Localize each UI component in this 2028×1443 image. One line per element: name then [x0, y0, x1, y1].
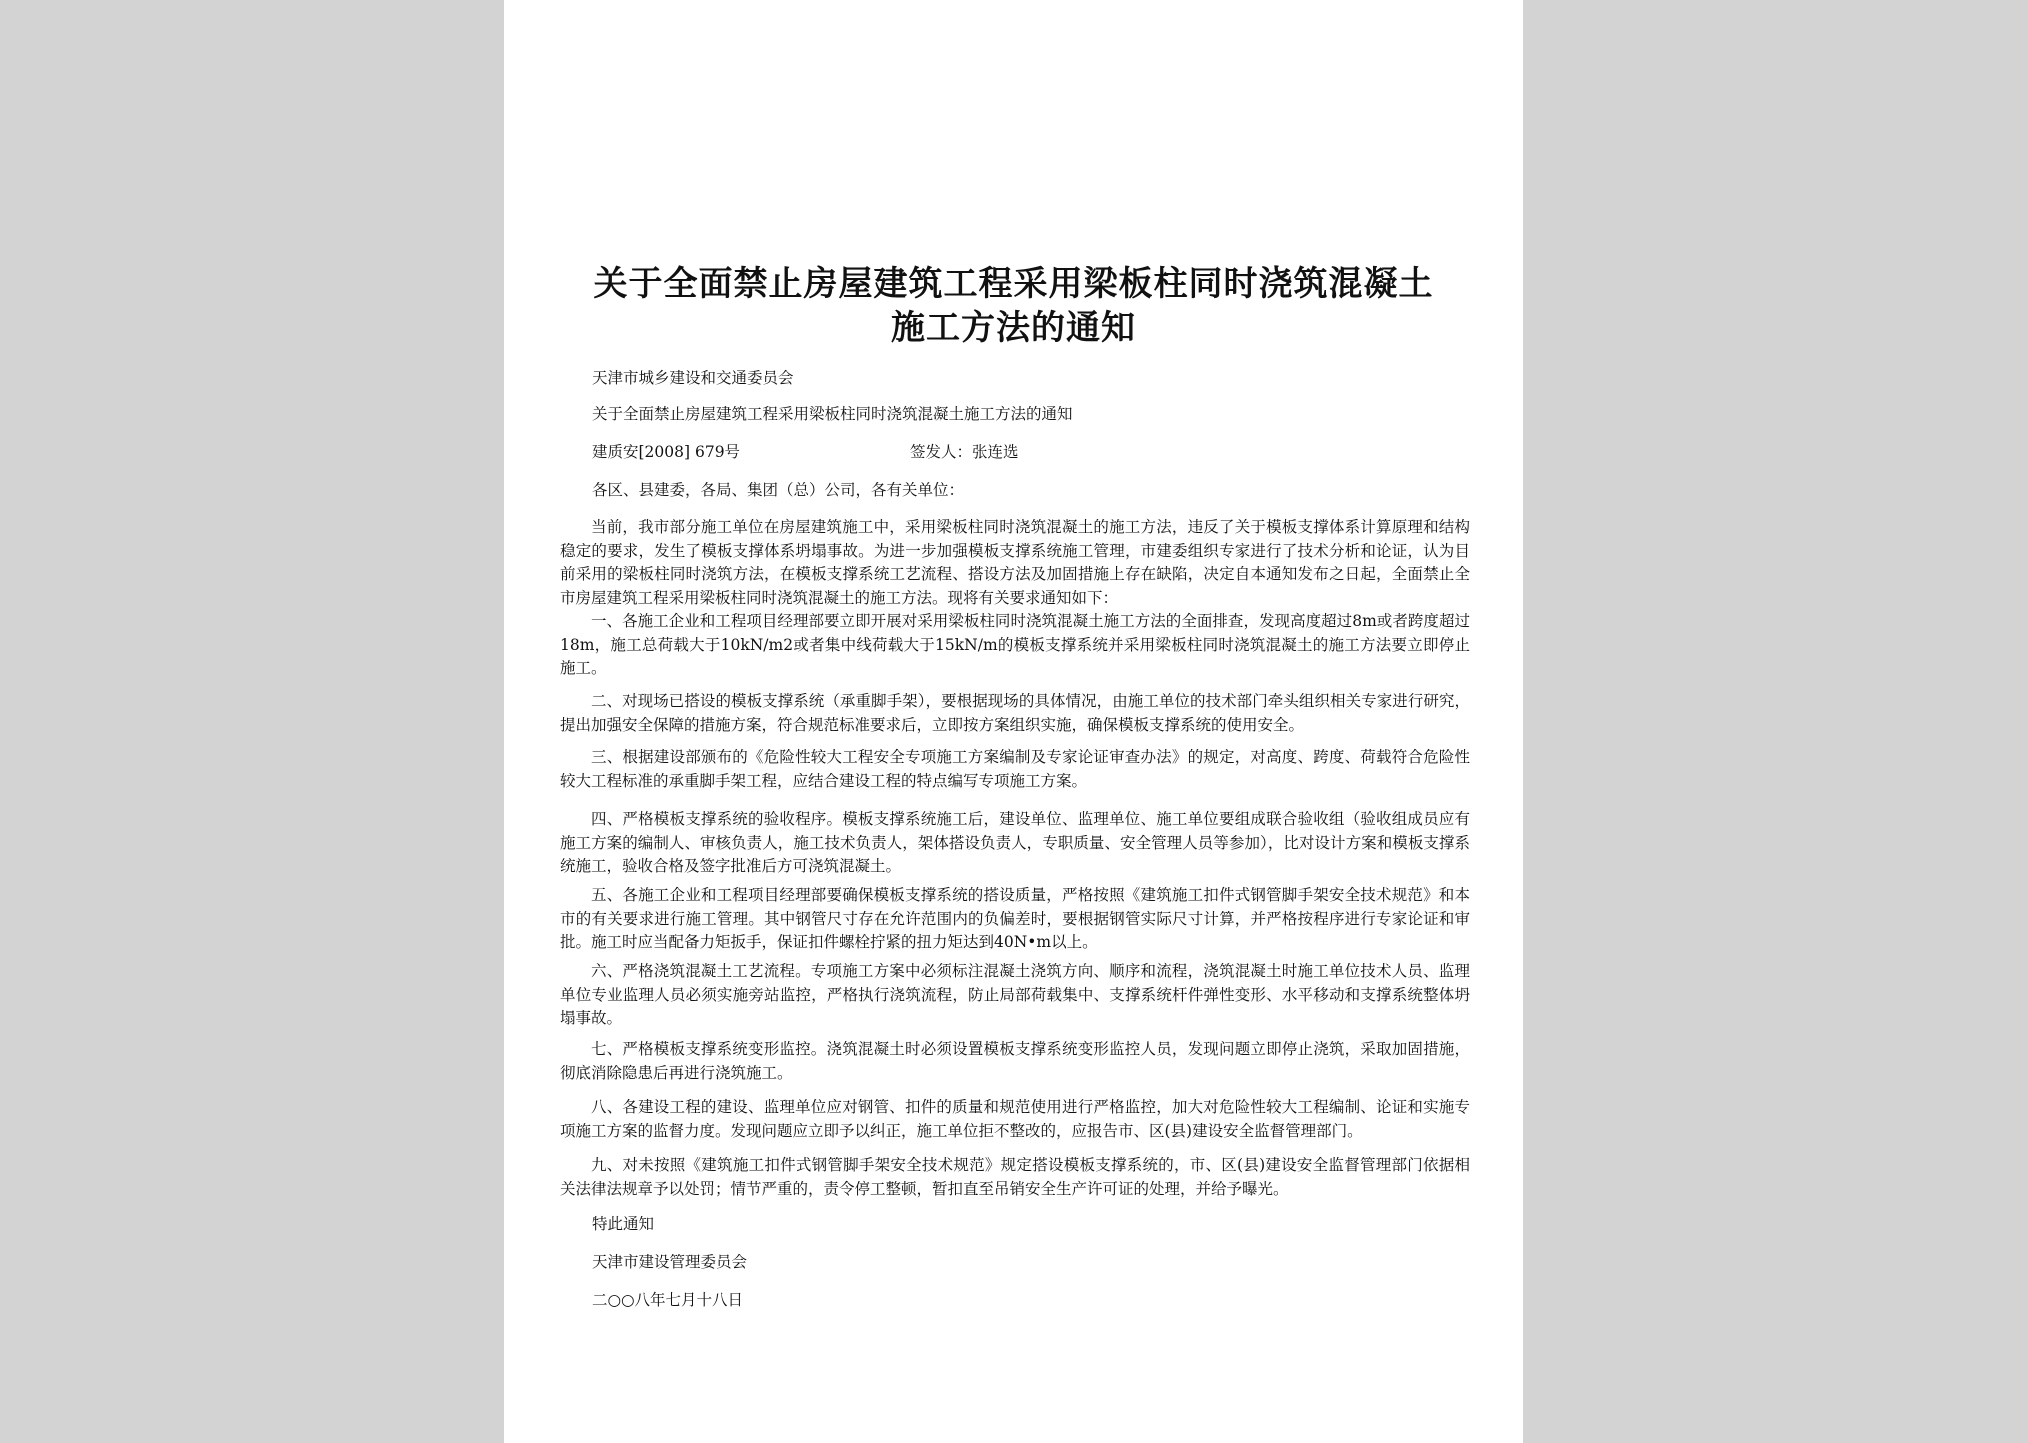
recipients: 各区、县建委，各局、集团（总）公司，各有关单位：: [592, 481, 965, 499]
closing: 特此通知: [592, 1215, 655, 1233]
signer: 签发人：张连选: [910, 443, 1019, 461]
subject-line: 关于全面禁止房屋建筑工程采用梁板柱同时浇筑混凝土施工方法的通知: [592, 405, 1073, 423]
paragraph-2: 二、对现场已搭设的模板支撑系统（承重脚手架），要根据现场的具体情况，由施工单位的技术部门牵头组织相关专家进行研究，提出加强安全保障的措施方案，符合规范标准要求后，立即按方案组织实施，确保模板支撑系统的使用安全。: [560, 692, 1470, 734]
paragraph-9: 九、对未按照《建筑施工扣件式钢管脚手架安全技术规范》规定搭设模板支撑系统的，市、区(县)建设安全监督管理部门依据相关法律法规章予以处罚；情节严重的，责令停工整顿，暂扣直至吊销安全生产许可证的处理，并给予曝光。: [560, 1156, 1470, 1198]
paragraph-7: 七、严格模板支撑系统变形监控。浇筑混凝土时必须设置模板支撑系统变形监控人员，发现问题立即停止浇筑，采取加固措施，彻底消除隐患后再进行浇筑施工。: [560, 1040, 1470, 1082]
paragraph-1: 一、各施工企业和工程项目经理部要立即开展对采用梁板柱同时浇筑混凝土施工方法的全面排查，发现高度超过8m或者跨度超过18m，施工总荷载大于10kN/m2或者集中线荷载大于15kN/m的模板支撑系统并采用梁板柱同时浇筑混凝土的施工方法要立即停止施工。: [560, 612, 1470, 677]
issuer: 天津市城乡建设和交通委员会: [592, 369, 794, 387]
paragraph-4: 四、严格模板支撑系统的验收程序。模板支撑系统施工后，建设单位、监理单位、施工单位要组成联合验收组（验收组成员应有施工方案的编制人、审核负责人，施工技术负责人，架体搭设负责人，专职质量、安全管理人员等参加），比对设计方案和模板支撑系统施工，验收合格及签字批准后方可浇筑混凝土。: [560, 810, 1470, 875]
document-date: 二○○八年七月十八日: [592, 1291, 744, 1309]
document-page: [504, 0, 1523, 1443]
paragraph-intro: 当前，我市部分施工单位在房屋建筑施工中，采用梁板柱同时浇筑混凝土的施工方法，违反了关于模板支撑体系计算原理和结构稳定的要求，发生了模板支撑体系坍塌事故。为进一步加强模板支撑系统施工管理，市建委组织专家进行了技术分析和论证，认为目前采用的梁板柱同时浇筑方法，在模板支撑系统工艺流程、搭设方法及加固措施上存在缺陷，决定自本通知发布之日起，全面禁止全市房屋建筑工程采用梁板柱同时浇筑混凝土的施工方法。现将有关要求通知如下：: [560, 518, 1470, 607]
title-line-2: 施工方法的通知: [891, 308, 1136, 348]
doc-number: 建质安[2008] 679号: [592, 443, 741, 461]
title-line-1: 关于全面禁止房屋建筑工程采用梁板柱同时浇筑混凝土: [593, 264, 1434, 304]
paragraph-5: 五、各施工企业和工程项目经理部要确保模板支撑系统的搭设质量，严格按照《建筑施工扣件式钢管脚手架安全技术规范》和本市的有关要求进行施工管理。其中钢管尺寸存在允许范围内的负偏差时，要根据钢管实际尺寸计算，并严格按程序进行专家论证和审批。施工时应当配备力矩扳手，保证扣件螺栓拧紧的扭力矩达到40N•m以上。: [560, 886, 1470, 951]
paragraph-6: 六、严格浇筑混凝土工艺流程。专项施工方案中必须标注混凝土浇筑方向、顺序和流程，浇筑混凝土时施工单位技术人员、监理单位专业监理人员必须实施旁站监控，严格执行浇筑流程，防止局部荷载集中、支撑系统杆件弹性变形、水平移动和支撑系统整体坍塌事故。: [560, 962, 1470, 1027]
document-title: [544, 262, 1483, 350]
paragraph-8: 八、各建设工程的建设、监理单位应对钢管、扣件的质量和规范使用进行严格监控，加大对危险性较大工程编制、论证和实施专项施工方案的监督力度。发现问题应立即予以纠正，施工单位拒不整改的，应报告市、区(县)建设安全监督管理部门。: [560, 1098, 1470, 1140]
paragraph-3: 三、根据建设部颁布的《危险性较大工程安全专项施工方案编制及专家论证审查办法》的规定，对高度、跨度、荷载符合危险性较大工程标准的承重脚手架工程，应结合建设工程的特点编写专项施工方案。: [560, 748, 1470, 790]
signature-org: 天津市建设管理委员会: [592, 1253, 748, 1271]
